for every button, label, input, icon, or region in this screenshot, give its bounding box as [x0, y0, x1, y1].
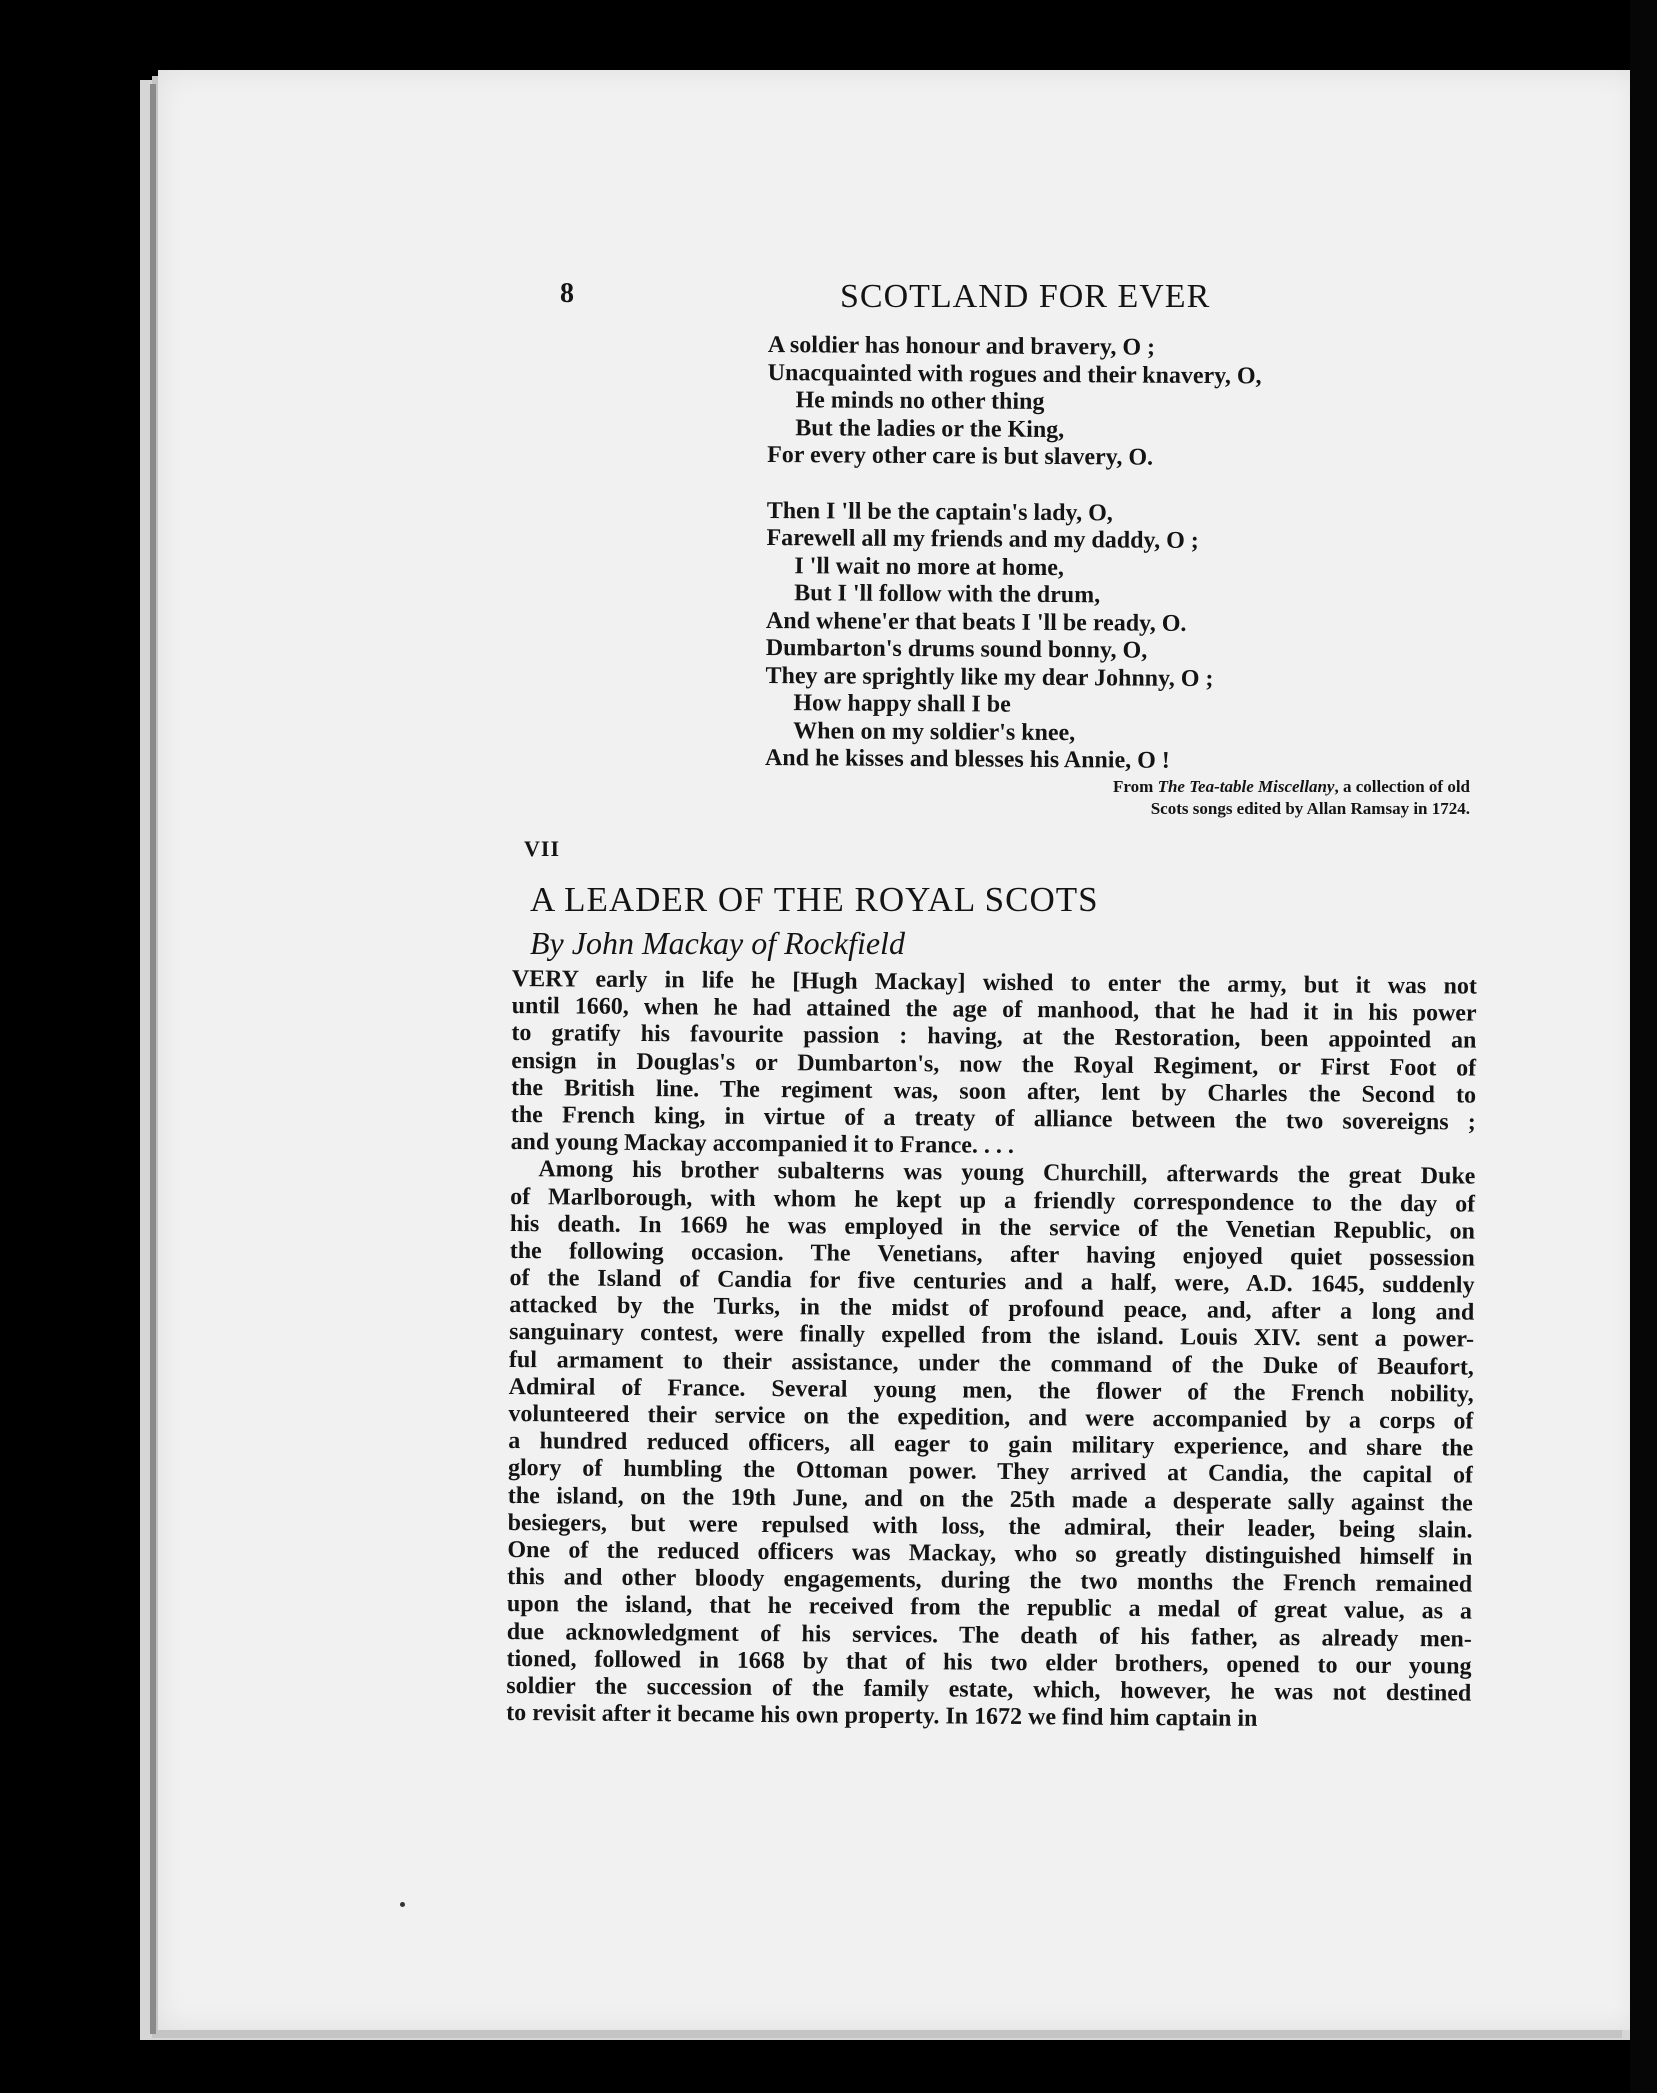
poem-line: They are sprightly like my dear Johnny, O ;	[765, 662, 1214, 692]
prose-line: to revisit after it became his own property. In 1672 we find him captain in	[506, 1700, 1258, 1732]
poem-line: And he kisses and blesses his Annie, O !	[764, 744, 1170, 774]
chapter-byline: By John Mackay of Rockfield	[530, 925, 905, 961]
poem-line: How happy shall I be	[793, 690, 1011, 718]
chapter-title: A LEADER OF THE ROYAL SCOTS	[530, 880, 1099, 919]
poem-line: Then I 'll be the captain's lady, O,	[766, 497, 1113, 526]
prose-line: of the Island of Candia for five centuries and a half, were, A.D. 1645, suddenly	[509, 1265, 1475, 1299]
poem-line: I 'll wait no more at home,	[794, 552, 1064, 581]
scan-speck	[400, 1902, 405, 1907]
prose-line: the British line. The regiment was, soon after, lent by Charles the Second to	[510, 1074, 1477, 1109]
scan-right-border	[1630, 0, 1657, 2093]
prose-line: attacked by the Turks, in the midst of profound peace, and, after a long and	[509, 1292, 1475, 1326]
prose-line: Admiral of France. Several young men, the flower of the French nobility,	[508, 1373, 1474, 1408]
prose-line: upon the island, that he received from the republic a medal of great value, as a	[506, 1591, 1473, 1625]
poem-line: When on my soldier's knee,	[793, 717, 1076, 746]
running-head	[560, 278, 1520, 328]
poem-line: He minds no other thing	[795, 387, 1045, 415]
poem-attribution	[1000, 776, 1470, 820]
attribution-suffix: , a collection of old	[1334, 777, 1470, 796]
poem-line: Unacquainted with rogues and their knavery, O,	[767, 359, 1262, 389]
prose-line: his death. In 1669 he was employed in the service of the Venetian Republic, on	[509, 1210, 1476, 1245]
prose-line: until 1660, when he had attained the age of manhood, that he had it in his power	[511, 993, 1477, 1027]
page-gutter-edge	[150, 84, 156, 2034]
poem-line: And whene'er that beats I 'll be ready, O.	[765, 607, 1187, 637]
running-title: SCOTLAND FOR EVER	[840, 278, 1211, 315]
prose-line: tioned, followed in 1668 by that of his two elder brothers, opened to our young	[506, 1645, 1472, 1680]
poem-line: For every other care is but slavery, O.	[767, 441, 1154, 471]
poem-line: Farewell all my friends and my daddy, O ;	[766, 524, 1199, 555]
page-number: 8	[560, 278, 574, 309]
prose-line: ensign in Douglas's or Dumbarton's, now the Royal Regiment, or First Foot of	[511, 1047, 1477, 1082]
attribution-work-title: The Tea-table Miscellany	[1157, 777, 1335, 796]
prose-line: soldier the succession of the family estate, which, however, he was not destined	[506, 1672, 1472, 1707]
prose-line: besiegers, but were repulsed with loss, the admiral, their leader, being slain.	[507, 1509, 1473, 1544]
poem-line: But I 'll follow with the drum,	[794, 580, 1101, 609]
prose-line: ful armament to their assistance, under the command of the Duke of Beaufort,	[508, 1346, 1474, 1381]
prose-line: the French king, in virtue of a treaty of alliance between the two sovereigns ;	[510, 1101, 1476, 1136]
attribution-prefix: From	[1113, 777, 1158, 796]
prose-line: sanguinary contest, were finally expelled from the island. Louis XIV. sent a power-	[509, 1319, 1475, 1354]
prose-line: this and other bloody engagements, during the two months the French remained	[507, 1564, 1473, 1598]
prose-line: One of the reduced officers was Mackay, who so greatly distinguished himself in	[507, 1536, 1473, 1571]
prose-line: glory of humbling the Ottoman power. They arrived at Candia, the capital of	[507, 1455, 1474, 1489]
prose-line: and young Mackay accompanied it to France. . . .	[510, 1129, 1015, 1160]
prose-body	[506, 966, 1477, 1735]
prose-line: the following occasion. The Venetians, after having enjoyed quiet possession	[509, 1237, 1475, 1272]
section-number: VII	[524, 836, 561, 861]
prose-line: of Marlborough, with whom he kept up a friendly correspondence to the day of	[510, 1183, 1476, 1218]
prose-line: VERY early in life he [Hugh Mackay] wished to enter the army, but it was not	[511, 966, 1477, 1000]
prose-line: Among his brother subalterns was young Churchill, afterwards the great Duke	[538, 1156, 1476, 1190]
attribution-line-2: Scots songs edited by Allan Ramsay in 1724.	[1150, 799, 1470, 818]
attribution-line-1	[1000, 776, 1470, 798]
poem	[765, 332, 1468, 777]
prose-line: volunteered their service on the expedition, and were accompanied by a corps of	[508, 1400, 1474, 1435]
poem-line: Dumbarton's drums sound bonny, O,	[765, 634, 1148, 664]
prose-line: to gratify his favourite passion : having, at the Restoration, been appointed an	[511, 1020, 1477, 1054]
prose-line: the island, on the 19th June, and on the 25th made a desperate sally against the	[507, 1482, 1473, 1517]
prose-line: due acknowledgment of his services. The death of his father, as already men-	[506, 1618, 1472, 1653]
prose-line: a hundred reduced officers, all eager to gain military experience, and share the	[508, 1428, 1474, 1462]
poem-line: A soldier has honour and bravery, O ;	[767, 332, 1156, 361]
poem-line: But the ladies or the King,	[795, 414, 1065, 443]
